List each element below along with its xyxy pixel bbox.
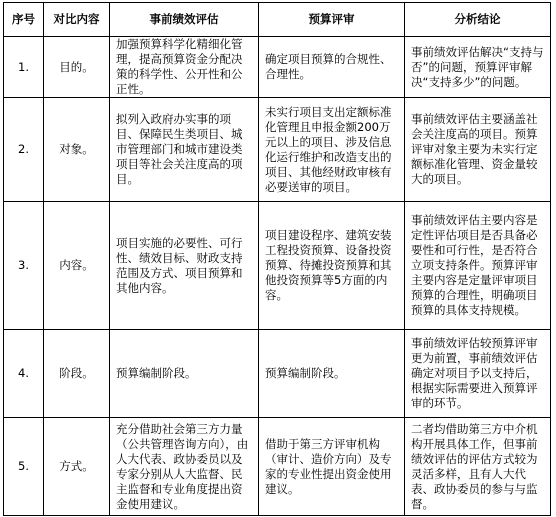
row-review: 确定项目预算的合规性、合理性。 <box>259 37 405 98</box>
row-conclusion: 事前绩效评估主要内容是定性评估项目是否具备必要性和可行性，是否符合立项支持条件。预算评审主要内容是定量评审项目预算的合理性，明确项目预算的具体支持规模。 <box>405 202 551 330</box>
row-evaluation: 预算编制阶段。 <box>110 330 259 418</box>
row-conclusion: 事前绩效评估解决“支持与否”的问题，预算评审解决“支持多少”的问题。 <box>405 37 551 98</box>
row-index: 2. <box>4 98 44 202</box>
table-row <box>4 37 551 98</box>
row-review: 预算编制阶段。 <box>259 330 405 418</box>
row-index: 4. <box>4 330 44 418</box>
row-item: 内容。 <box>44 202 110 330</box>
row-review: 项目建设程序、建筑安装工程投资预算、设备投资预算、待摊投资预算和其他投资预算等5方面的内容。 <box>259 202 405 330</box>
row-evaluation: 项目实施的必要性、可行性、绩效目标、财政支持范围及方式、项目预算和其他内容。 <box>110 202 259 330</box>
table-row <box>4 98 551 202</box>
row-item: 阶段。 <box>44 330 110 418</box>
row-index: 5. <box>4 418 44 516</box>
table-row <box>4 330 551 418</box>
row-evaluation: 加强预算科学化精细化管理，提高预算资金分配决策的科学性、公开性和公正性。 <box>110 37 259 98</box>
table-row <box>4 418 551 516</box>
row-index: 3. <box>4 202 44 330</box>
row-conclusion: 二者均借助第三方中介机构开展具体工作，但事前绩效评估的评估方式较为灵活多样，且有人大代表、政协委员的参与与监督。 <box>405 418 551 516</box>
row-conclusion: 事前绩效评估主要涵盖社会关注度高的项目。预算评审对象主要为未实行定额标准化管理、资金量较大的项目。 <box>405 98 551 202</box>
row-review: 借助于第三方评审机构（审计、造价方向）及专家的专业性提出资金使用建议。 <box>259 418 405 516</box>
row-item: 对象。 <box>44 98 110 202</box>
row-conclusion: 事前绩效评估较预算评审更为前置，事前绩效评估确定对项目予以支持后，根据实际需要进入预算评审的环节。 <box>405 330 551 418</box>
header-analysis-conclusion: 分析结论 <box>405 3 551 37</box>
header-pre-performance-evaluation: 事前绩效评估 <box>110 3 259 37</box>
table-row <box>4 202 551 330</box>
header-budget-review: 预算评审 <box>259 3 405 37</box>
row-review: 未实行项目支出定额标准化管理且申报金额200万元以上的项目、涉及信息化运行维护和改造支出的项目、其他经财政审核有必要送审的项目。 <box>259 98 405 202</box>
row-item: 目的。 <box>44 37 110 98</box>
header-comparison-item: 对比内容 <box>44 3 110 37</box>
table-header-row <box>4 3 551 37</box>
row-evaluation: 拟列入政府办实事的项目、保障民生类项目、城市管理部门和城市建设类项目等社会关注度高的项目。 <box>110 98 259 202</box>
row-index: 1. <box>4 37 44 98</box>
row-item: 方式。 <box>44 418 110 516</box>
row-evaluation: 充分借助社会第三方力量（公共管理咨询方向），由人大代表、政协委员以及专家分别从人大监督、民主监督和专业角度提出资金使用建议。 <box>110 418 259 516</box>
comparison-table <box>3 2 551 516</box>
header-index: 序号 <box>4 3 44 37</box>
